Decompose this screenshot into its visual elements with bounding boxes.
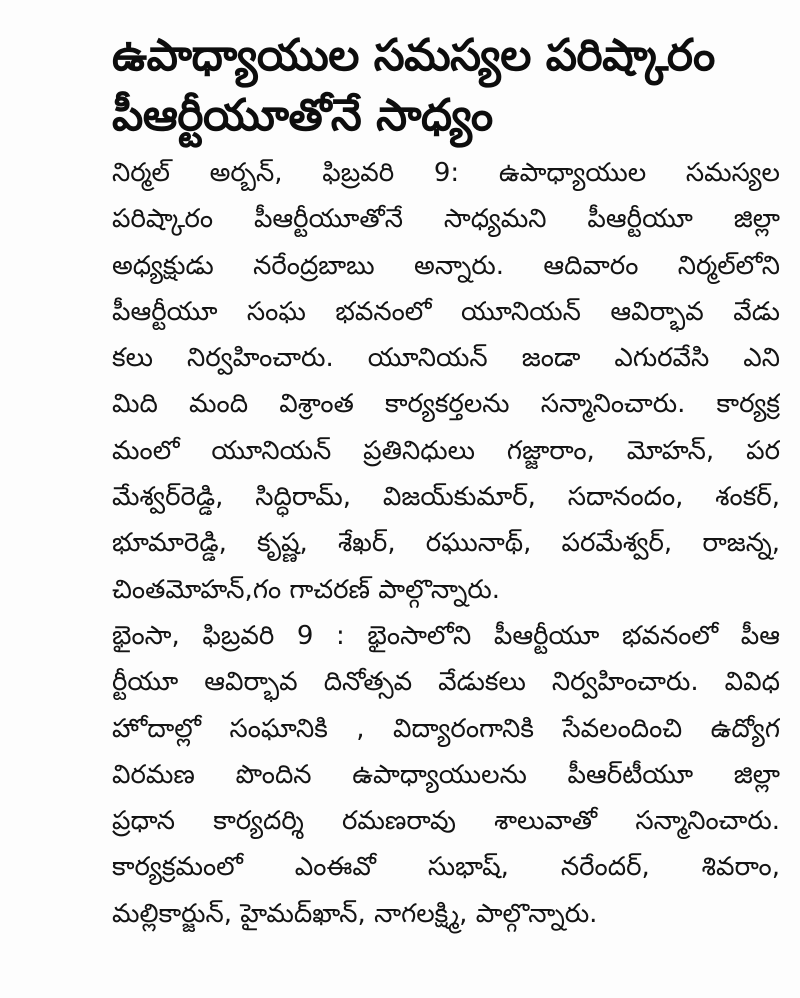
article-line: భూమారెడ్డి, కృష్ణ, శేఖర్, రఘునాథ్, పరమేశ్వర్, రాజన్న, — [112, 528, 780, 559]
article-line: మిది మంది విశ్రాంత కార్యకర్తలను సన్మానించారు. కార్యక్ర — [112, 389, 780, 420]
article-line: కలు నిర్వహించారు. యూనియన్ జండా ఎగురవేసి ఎని — [112, 343, 780, 374]
headline-line-2: పీఆర్టీయూతోనే సాధ్యం — [112, 90, 493, 141]
article-body — [112, 150, 780, 937]
article-line: ప్రధాన కార్యదర్శి రమణరావు శాలువాతో సన్మానించారు. — [112, 806, 780, 837]
article-line: పీఆర్టీయూ సంఘ భవనంలో యూనియన్ ఆవిర్భావ వేడు — [112, 296, 780, 327]
article-line: మంలో యూనియన్ ప్రతినిధులు గజ్జారాం, మోహన్, పర — [112, 435, 780, 466]
cropped-previous-text — [120, 0, 680, 10]
article-line: మల్లికార్జున్, హైమద్‌ఖాన్, నాగలక్ష్మి, పాల్గొన్నారు. — [112, 898, 598, 929]
article-line: చింతమోహన్,గం గాచరణ్ పాల్గొన్నారు. — [112, 574, 501, 605]
article-line: భైంసా, ఫిబ్రవరి 9 : భైంసాలోని పీఆర్టీయూ భవనంలో పీఆ — [112, 620, 780, 651]
article-line: మేశ్వర్‌రెడ్డి, సిద్ధిరామ్, విజయ్‌కుమార్, సదానందం, శంకర్, — [112, 482, 780, 513]
article-line: కార్యక్రమంలో ఎంఈవో సుభాష్, నరేందర్, శివరాం, — [112, 852, 780, 883]
article-line: నిర్మల్ అర్బన్, ఫిబ్రవరి 9: ఉపాధ్యాయుల సమస్యల — [112, 158, 780, 188]
article-line: అధ్యక్షుడు నరేంద్రబాబు అన్నారు. ఆదివారం నిర్మల్‌లోని — [112, 250, 780, 281]
article-line: ర్టీయూ ఆవిర్భావ దినోత్సవ వేడుకలు నిర్వహించారు. వివిధ — [112, 667, 780, 698]
article-line: హోదాల్లో సంఘానికి , విద్యారంగానికి సేవలందించి ఉద్యోగ — [112, 713, 780, 744]
headline-line-1: ఉపాధ్యాయుల సమస్యల పరిష్కారం — [112, 30, 715, 81]
article-line: పరిష్కారం పీఆర్టీయూతోనే సాధ్యమని పీఆర్టీయూ జిల్లా — [112, 204, 780, 235]
article-line: విరమణ పొందిన ఉపాధ్యాయులను పీఆర్‌టీయూ జిల్లా — [112, 759, 780, 790]
